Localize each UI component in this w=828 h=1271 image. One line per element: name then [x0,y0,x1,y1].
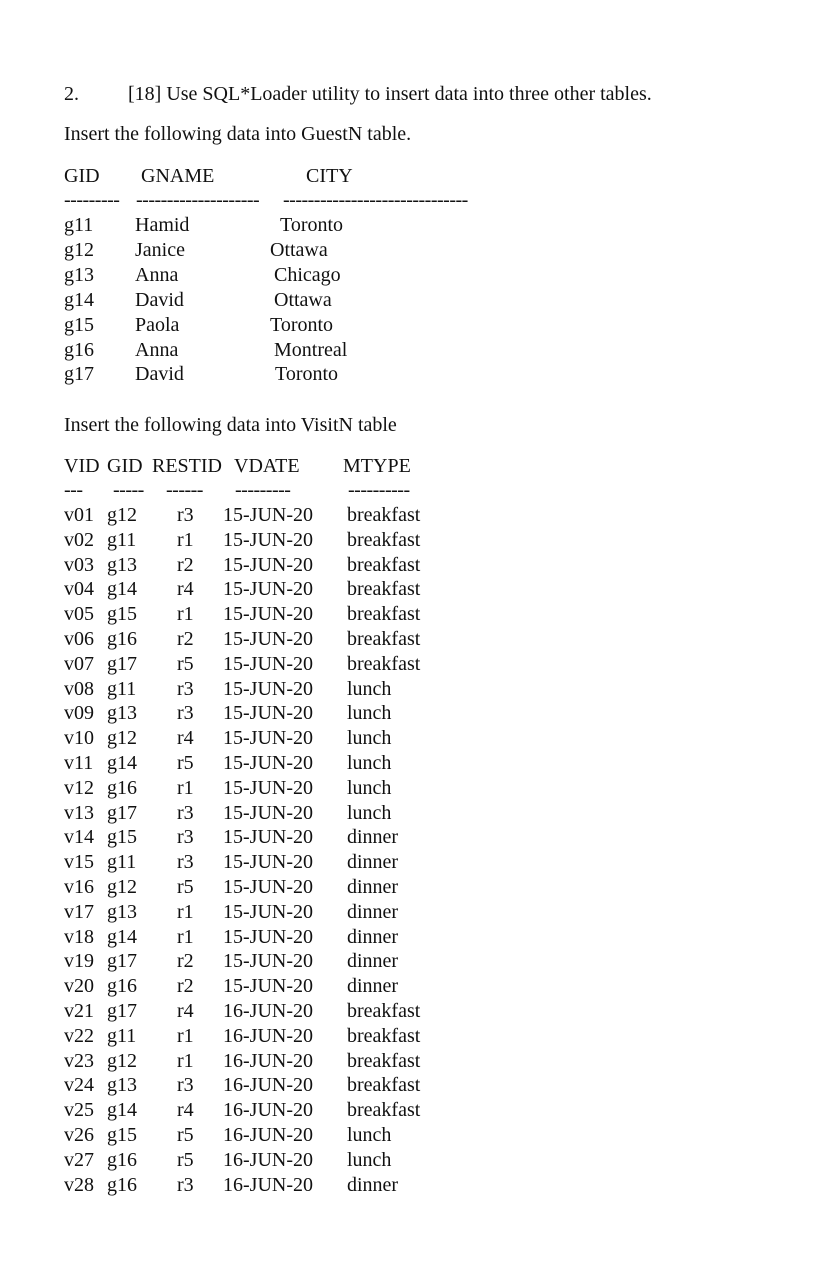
vid-cell: v23 [64,1049,94,1072]
restid-cell: r3 [177,1074,194,1097]
mtype-cell: lunch [347,776,392,799]
vid-cell: v01 [64,504,94,526]
vdate-cell: 15-JUN-20 [223,776,313,799]
gname-cell: Anna [135,338,179,361]
vid-cell: v14 [64,826,94,849]
restid-cell: r5 [177,876,194,898]
restid-cell: r1 [177,603,194,626]
question-text: [18] Use SQL*Loader utility to insert data into three other tables. [128,83,652,105]
restid-cell: r3 [177,851,194,874]
vdate-cell: 15-JUN-20 [223,925,313,948]
gid-cell: g14 [107,578,137,601]
visit-separator-vdate: --------- [235,479,291,501]
mtype-cell: lunch [347,1148,392,1171]
visit-header-vdate: VDATE [234,455,300,477]
gid-cell: g12 [107,727,137,750]
restid-cell: r2 [177,553,194,576]
vdate-cell: 15-JUN-20 [223,826,313,849]
restid-cell: r1 [177,528,194,551]
mtype-cell: lunch [347,752,392,774]
restid-cell: r4 [177,1000,194,1022]
vdate-cell: 16-JUN-20 [223,1074,313,1097]
city-cell: Montreal [274,338,348,361]
gid-cell: g16 [107,975,137,998]
vdate-cell: 16-JUN-20 [223,1024,313,1047]
vdate-cell: 15-JUN-20 [223,578,313,601]
table-row [0,577,700,602]
guest-header-gname: GNAME [141,165,215,187]
table-row [0,213,700,238]
table-row [0,627,700,652]
mtype-cell: breakfast [347,652,421,675]
gid-cell: g16 [107,1173,137,1196]
gid-cell: g12 [107,876,137,898]
gname-cell: David [135,363,184,386]
mtype-cell: breakfast [347,1000,421,1022]
restid-cell: r3 [177,801,194,824]
gname-cell: Anna [135,263,179,286]
vid-cell: v24 [64,1074,94,1097]
vdate-cell: 16-JUN-20 [223,1173,313,1196]
vdate-cell: 15-JUN-20 [223,900,313,923]
visit-header-restid: RESTID [152,455,222,477]
vid-cell: v03 [64,553,94,576]
city-cell: Toronto [275,363,339,386]
city-cell: Ottawa [274,288,332,311]
vid-cell: v26 [64,1124,94,1146]
table-row [0,263,700,288]
vid-cell: v13 [64,801,94,824]
vdate-cell: 15-JUN-20 [223,851,313,874]
city-cell: Toronto [270,313,334,336]
table-row [0,1098,700,1123]
gname-cell: Janice [135,238,185,261]
table-row [0,1123,700,1148]
visit-separator-restid: ------ [166,479,203,501]
table-row [0,362,700,387]
mtype-cell: lunch [347,702,392,725]
vdate-cell: 16-JUN-20 [223,1124,313,1146]
table-row [0,677,700,702]
vdate-cell: 16-JUN-20 [223,1148,313,1171]
mtype-cell: dinner [347,851,399,874]
mtype-cell: dinner [347,876,399,898]
table-row [0,850,700,875]
mtype-cell: lunch [347,1124,392,1146]
table-row [0,1024,700,1049]
visit-header-gid: GID [107,455,143,477]
restid-cell: r3 [177,504,194,526]
city-cell: Ottawa [270,238,328,261]
mtype-cell: dinner [347,975,399,998]
table-row [0,726,700,751]
gname-cell: David [135,288,184,311]
restid-cell: r3 [177,677,194,700]
visit-intro: Insert the following data into VisitN table [64,414,397,436]
gid-cell: g13 [64,263,94,286]
table-row [0,1173,700,1198]
gname-cell: Paola [135,313,180,336]
vid-cell: v06 [64,628,94,650]
table-row [0,900,700,925]
gid-cell: g14 [107,1099,137,1122]
vdate-cell: 16-JUN-20 [223,1000,313,1022]
vdate-cell: 15-JUN-20 [223,528,313,551]
vdate-cell: 15-JUN-20 [223,553,313,576]
restid-cell: r3 [177,826,194,849]
city-cell: Chicago [274,263,341,286]
gid-cell: g11 [64,214,94,236]
restid-cell: r1 [177,1049,194,1072]
vdate-cell: 15-JUN-20 [223,801,313,824]
guest-intro: Insert the following data into GuestN table. [64,123,412,145]
table-row [0,949,700,974]
restid-cell: r1 [177,925,194,948]
table-row [0,925,700,950]
gid-cell: g16 [107,776,137,799]
vdate-cell: 15-JUN-20 [223,603,313,626]
gid-cell: g13 [107,553,137,576]
table-row [0,313,700,338]
mtype-cell: lunch [347,727,392,750]
mtype-cell: dinner [347,1173,399,1196]
visit-header-mtype: MTYPE [343,455,411,477]
vid-cell: v15 [64,851,94,874]
vid-cell: v12 [64,776,94,799]
vdate-cell: 15-JUN-20 [223,652,313,675]
mtype-cell: breakfast [347,528,421,551]
gid-cell: g15 [107,1124,137,1146]
gid-cell: g12 [64,238,94,261]
mtype-cell: breakfast [347,1049,421,1072]
mtype-cell: breakfast [347,603,421,626]
mtype-cell: dinner [347,950,399,973]
visit-separator-mtype: ---------- [348,479,410,501]
gid-cell: g13 [107,900,137,923]
table-row [0,1049,700,1074]
vid-cell: v05 [64,603,94,626]
table-row [0,974,700,999]
vid-cell: v18 [64,925,94,948]
vid-cell: v08 [64,677,94,700]
table-row [0,528,700,553]
gid-cell: g17 [107,652,137,675]
table-row [0,238,700,263]
table-row [0,751,700,776]
gid-cell: g17 [107,801,137,824]
vid-cell: v16 [64,876,94,898]
gid-cell: g14 [107,925,137,948]
table-row [0,999,700,1024]
vdate-cell: 15-JUN-20 [223,677,313,700]
restid-cell: r3 [177,1173,194,1196]
mtype-cell: lunch [347,801,392,824]
vdate-cell: 15-JUN-20 [223,504,313,526]
vdate-cell: 15-JUN-20 [223,975,313,998]
vdate-cell: 15-JUN-20 [223,950,313,973]
mtype-cell: breakfast [347,1074,421,1097]
gid-cell: g13 [107,702,137,725]
vdate-cell: 15-JUN-20 [223,876,313,898]
guest-separator-city: ------------------------------ [283,189,468,211]
restid-cell: r4 [177,727,194,750]
mtype-cell: lunch [347,677,392,700]
gid-cell: g16 [107,628,137,650]
gid-cell: g16 [107,1148,137,1171]
vid-cell: v20 [64,975,94,998]
gid-cell: g15 [107,826,137,849]
gid-cell: g13 [107,1074,137,1097]
table-row [0,875,700,900]
restid-cell: r1 [177,776,194,799]
guest-separator-gname: -------------------- [136,189,260,211]
question-number: 2. [64,83,79,105]
vid-cell: v10 [64,727,94,750]
mtype-cell: breakfast [347,628,421,650]
vid-cell: v19 [64,950,94,973]
gid-cell: g11 [107,851,137,874]
vid-cell: v07 [64,652,94,675]
gid-cell: g16 [64,338,94,361]
vid-cell: v02 [64,528,94,551]
restid-cell: r1 [177,900,194,923]
gid-cell: g11 [107,677,137,700]
table-row [0,701,700,726]
vid-cell: v27 [64,1148,94,1171]
gname-cell: Hamid [135,214,190,236]
vid-cell: v21 [64,1000,94,1022]
restid-cell: r1 [177,1024,194,1047]
mtype-cell: breakfast [347,553,421,576]
gid-cell: g17 [107,950,137,973]
guest-separator-gid: --------- [64,189,120,211]
gid-cell: g15 [107,603,137,626]
table-row [0,1073,700,1098]
visit-header-vid: VID [64,455,100,477]
mtype-cell: breakfast [347,1024,421,1047]
restid-cell: r5 [177,652,194,675]
gid-cell: g17 [107,1000,137,1022]
vdate-cell: 15-JUN-20 [223,628,313,650]
mtype-cell: breakfast [347,504,421,526]
vdate-cell: 15-JUN-20 [223,702,313,725]
table-row [0,1148,700,1173]
table-row [0,288,700,313]
table-row [0,825,700,850]
gid-cell: g12 [107,1049,137,1072]
guest-header-gid: GID [64,165,100,187]
table-row [0,503,700,528]
gid-cell: g17 [64,363,94,386]
vdate-cell: 16-JUN-20 [223,1099,313,1122]
vdate-cell: 15-JUN-20 [223,752,313,774]
visit-separator-vid: --- [64,479,83,501]
restid-cell: r5 [177,1124,194,1146]
mtype-cell: dinner [347,826,399,849]
vid-cell: v09 [64,702,94,725]
vid-cell: v11 [64,752,94,774]
table-row [0,776,700,801]
table-row [0,553,700,578]
restid-cell: r5 [177,1148,194,1171]
mtype-cell: breakfast [347,1099,421,1122]
guest-header-city: CITY [306,165,353,187]
vid-cell: v22 [64,1024,94,1047]
visit-separator-gid: ----- [113,479,144,501]
table-row [0,801,700,826]
table-row [0,602,700,627]
vid-cell: v04 [64,578,94,601]
restid-cell: r3 [177,702,194,725]
gid-cell: g12 [107,504,137,526]
vdate-cell: 15-JUN-20 [223,727,313,750]
vid-cell: v25 [64,1099,94,1122]
vid-cell: v28 [64,1173,94,1196]
gid-cell: g14 [64,288,94,311]
gid-cell: g15 [64,313,94,336]
gid-cell: g11 [107,1024,137,1047]
restid-cell: r2 [177,975,194,998]
table-row [0,338,700,363]
restid-cell: r2 [177,628,194,650]
gid-cell: g11 [107,528,137,551]
vid-cell: v17 [64,900,94,923]
mtype-cell: dinner [347,925,399,948]
mtype-cell: dinner [347,900,399,923]
vdate-cell: 16-JUN-20 [223,1049,313,1072]
restid-cell: r5 [177,752,194,774]
restid-cell: r4 [177,1099,194,1122]
mtype-cell: breakfast [347,578,421,601]
restid-cell: r4 [177,578,194,601]
gid-cell: g14 [107,752,137,774]
table-row [0,652,700,677]
restid-cell: r2 [177,950,194,973]
city-cell: Toronto [280,214,344,236]
